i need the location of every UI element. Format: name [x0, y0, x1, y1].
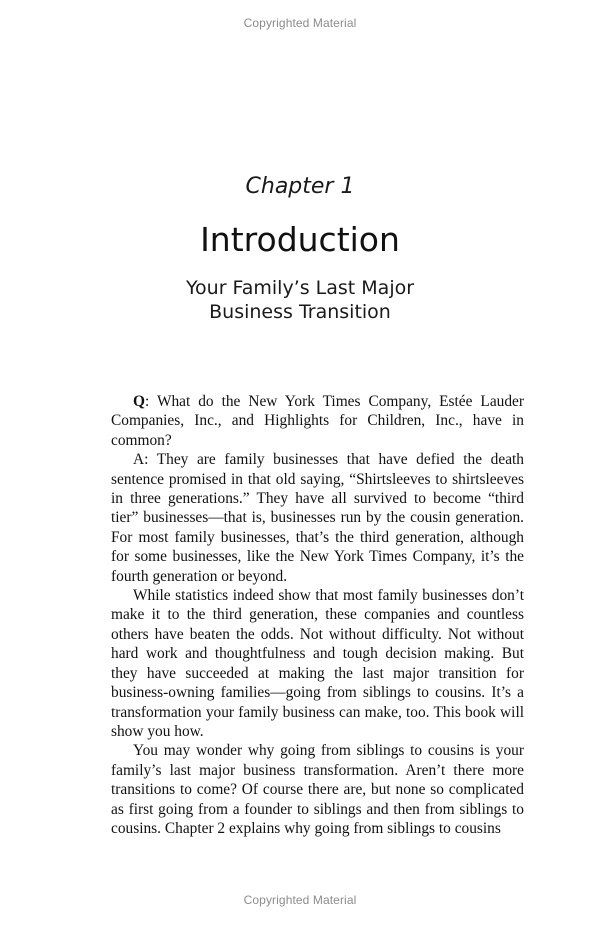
- chapter-title: Introduction: [200, 220, 400, 259]
- chapter-subtitle: [0, 276, 600, 324]
- body-paragraph-1: A: They are family businesses that have defied the death sentence promised in that old saying, “Shirtsleeves to shirtsleeves in three generations.” They have all survived to become “third tier” businesses—that is, businesses run by the cousin generation. For most family businesses, that’s the third generation, although for some businesses, like the New York Times Company, it’s the fourth generation or beyond.: [111, 451, 524, 585]
- chapter-subtitle-line-2: Business Transition: [209, 301, 391, 323]
- chapter-subtitle-line-1: Your Family’s Last Major: [185, 277, 415, 299]
- body-paragraph-3: You may wonder why going from siblings to cousins is your family’s last major business transformation. Aren’t there more transitions to come? Of course there are, but none so complicated as first going from a founder to siblings and then from siblings to cousins. Chapter 2 explains why going from siblings to cousins: [111, 742, 524, 837]
- question-label: Q: [133, 393, 145, 410]
- body-text: [111, 392, 524, 838]
- question-paragraph: [111, 392, 524, 450]
- copyright-watermark-top: Copyrighted Material: [243, 16, 357, 30]
- question-text: : What do the New York Times Company, Estée Lauder Companies, Inc., and Highlights for Children, Inc., have in common?: [111, 393, 524, 449]
- copyright-watermark-bottom: Copyrighted Material: [243, 893, 357, 907]
- body-paragraph-2: While statistics indeed show that most family businesses don’t make it to the third generation, these companies and countless others have beaten the odds. Not without difficulty. Not without hard work and thoughtfulness and tough decision making. But they have succeeded at making the last major transition for business-owning families—going from siblings to cousins. It’s a transformation your family business can make, too. This book will show you how.: [111, 587, 524, 740]
- chapter-label: Chapter 1: [245, 174, 355, 199]
